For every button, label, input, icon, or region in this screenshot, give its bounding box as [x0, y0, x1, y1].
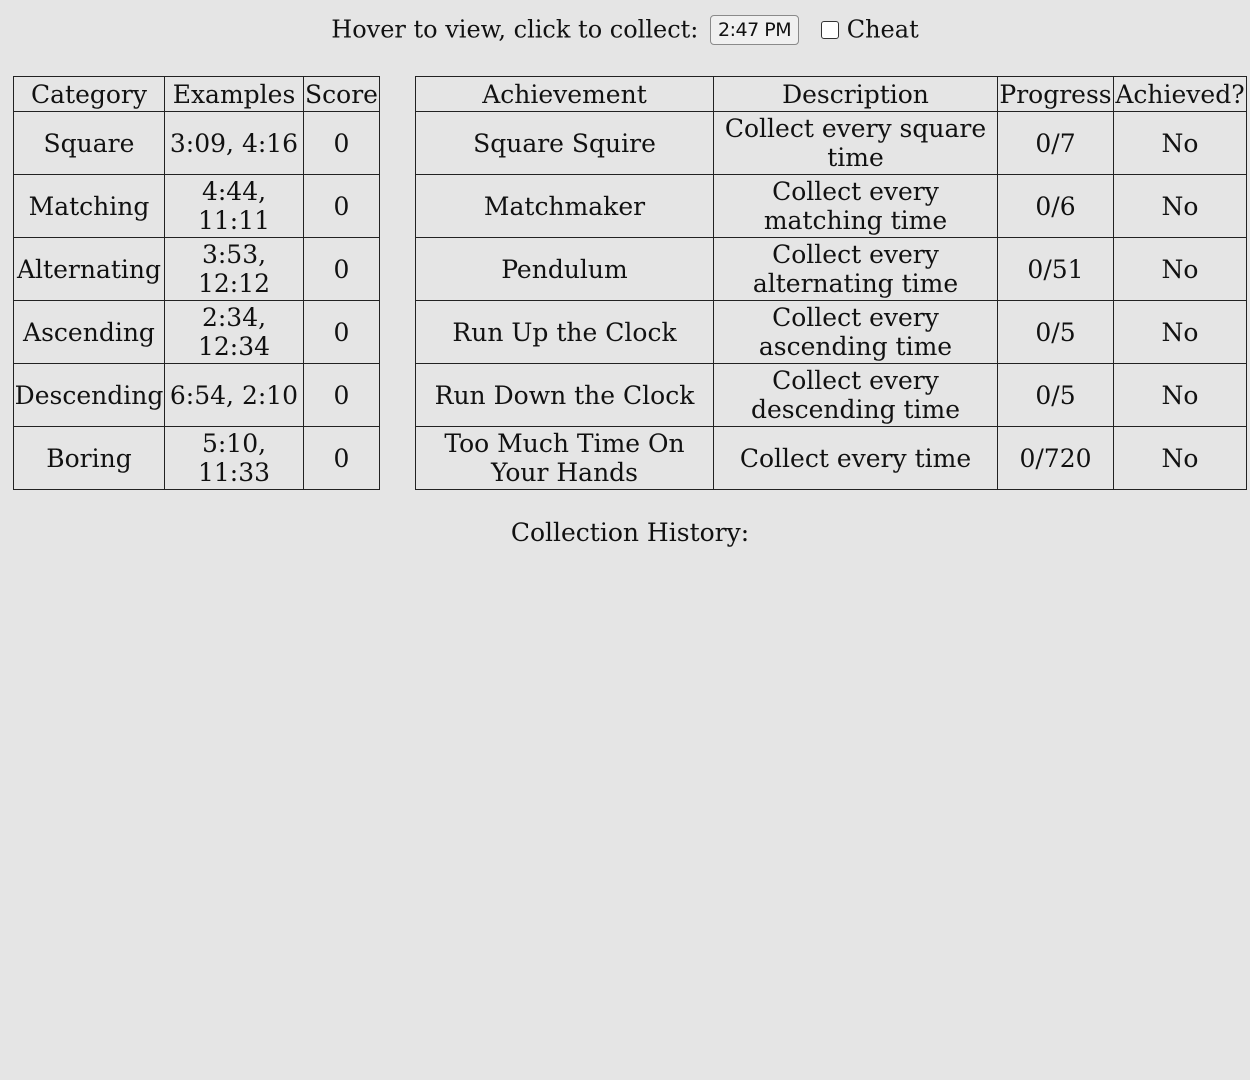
- column-header-achieved: Achieved?: [1114, 77, 1247, 112]
- achievement-name: Run Down the Clock: [416, 364, 714, 427]
- category-name: Matching: [14, 175, 165, 238]
- category-row: [14, 364, 380, 427]
- category-examples: 6:54, 2:10: [165, 364, 304, 427]
- achievement-description: Collect every time: [714, 427, 998, 490]
- category-examples: 3:53, 12:12: [165, 238, 304, 301]
- achievement-description: Collect every square time: [714, 112, 998, 175]
- achievement-status: No: [1114, 238, 1247, 301]
- category-row: [14, 238, 380, 301]
- column-header-achievement: Achievement: [416, 77, 714, 112]
- collect-bar: [0, 10, 1250, 46]
- achievement-status: No: [1114, 364, 1247, 427]
- achievement-description: Collect every ascending time: [714, 301, 998, 364]
- achievement-progress: 0/5: [998, 301, 1114, 364]
- column-header-examples: Examples: [165, 77, 304, 112]
- category-header-row: [14, 77, 380, 112]
- achievement-description: Collect every matching time: [714, 175, 998, 238]
- category-row: [14, 175, 380, 238]
- category-examples: 2:34, 12:34: [165, 301, 304, 364]
- category-score: 0: [304, 364, 380, 427]
- achievement-header-row: [416, 77, 1247, 112]
- achievement-status: No: [1114, 112, 1247, 175]
- achievement-row: [416, 175, 1247, 238]
- achievement-name: Too Much Time On Your Hands: [416, 427, 714, 490]
- category-name: Descending: [14, 364, 165, 427]
- achievement-description: Collect every descending time: [714, 364, 998, 427]
- category-row: [14, 112, 380, 175]
- category-row: [14, 301, 380, 364]
- column-header-score: Score: [304, 77, 380, 112]
- achievement-progress: 0/6: [998, 175, 1114, 238]
- achievement-table: [415, 76, 1247, 490]
- achievement-status: No: [1114, 427, 1247, 490]
- category-score: 0: [304, 112, 380, 175]
- category-score: 0: [304, 427, 380, 490]
- category-examples: 4:44, 11:11: [165, 175, 304, 238]
- column-header-category: Category: [14, 77, 165, 112]
- achievement-name: Pendulum: [416, 238, 714, 301]
- cheat-label[interactable]: Cheat: [846, 15, 919, 44]
- category-table: [13, 76, 380, 490]
- category-name: Square: [14, 112, 165, 175]
- achievement-progress: 0/720: [998, 427, 1114, 490]
- category-score: 0: [304, 175, 380, 238]
- collect-prompt: Hover to view, click to collect:: [331, 15, 699, 44]
- achievement-row: [416, 364, 1247, 427]
- achievement-row: [416, 301, 1247, 364]
- column-header-progress: Progress: [998, 77, 1114, 112]
- category-row: [14, 427, 380, 490]
- achievement-progress: 0/51: [998, 238, 1114, 301]
- achievement-row: [416, 238, 1247, 301]
- achievement-name: Square Squire: [416, 112, 714, 175]
- achievement-progress: 0/7: [998, 112, 1114, 175]
- category-examples: 5:10, 11:33: [165, 427, 304, 490]
- achievement-progress: 0/5: [998, 364, 1114, 427]
- collection-history-title: Collection History:: [510, 518, 750, 547]
- category-name: Boring: [14, 427, 165, 490]
- category-name: Alternating: [14, 238, 165, 301]
- achievement-name: Matchmaker: [416, 175, 714, 238]
- achievement-row: [416, 427, 1247, 490]
- column-header-description: Description: [714, 77, 998, 112]
- achievement-status: No: [1114, 175, 1247, 238]
- category-examples: 3:09, 4:16: [165, 112, 304, 175]
- category-score: 0: [304, 301, 380, 364]
- achievement-status: No: [1114, 301, 1247, 364]
- time-collect-button[interactable]: 2:47 PM: [710, 15, 799, 45]
- achievement-description: Collect every alternating time: [714, 238, 998, 301]
- cheat-checkbox[interactable]: [821, 21, 839, 39]
- achievement-row: [416, 112, 1247, 175]
- category-name: Ascending: [14, 301, 165, 364]
- category-score: 0: [304, 238, 380, 301]
- achievement-name: Run Up the Clock: [416, 301, 714, 364]
